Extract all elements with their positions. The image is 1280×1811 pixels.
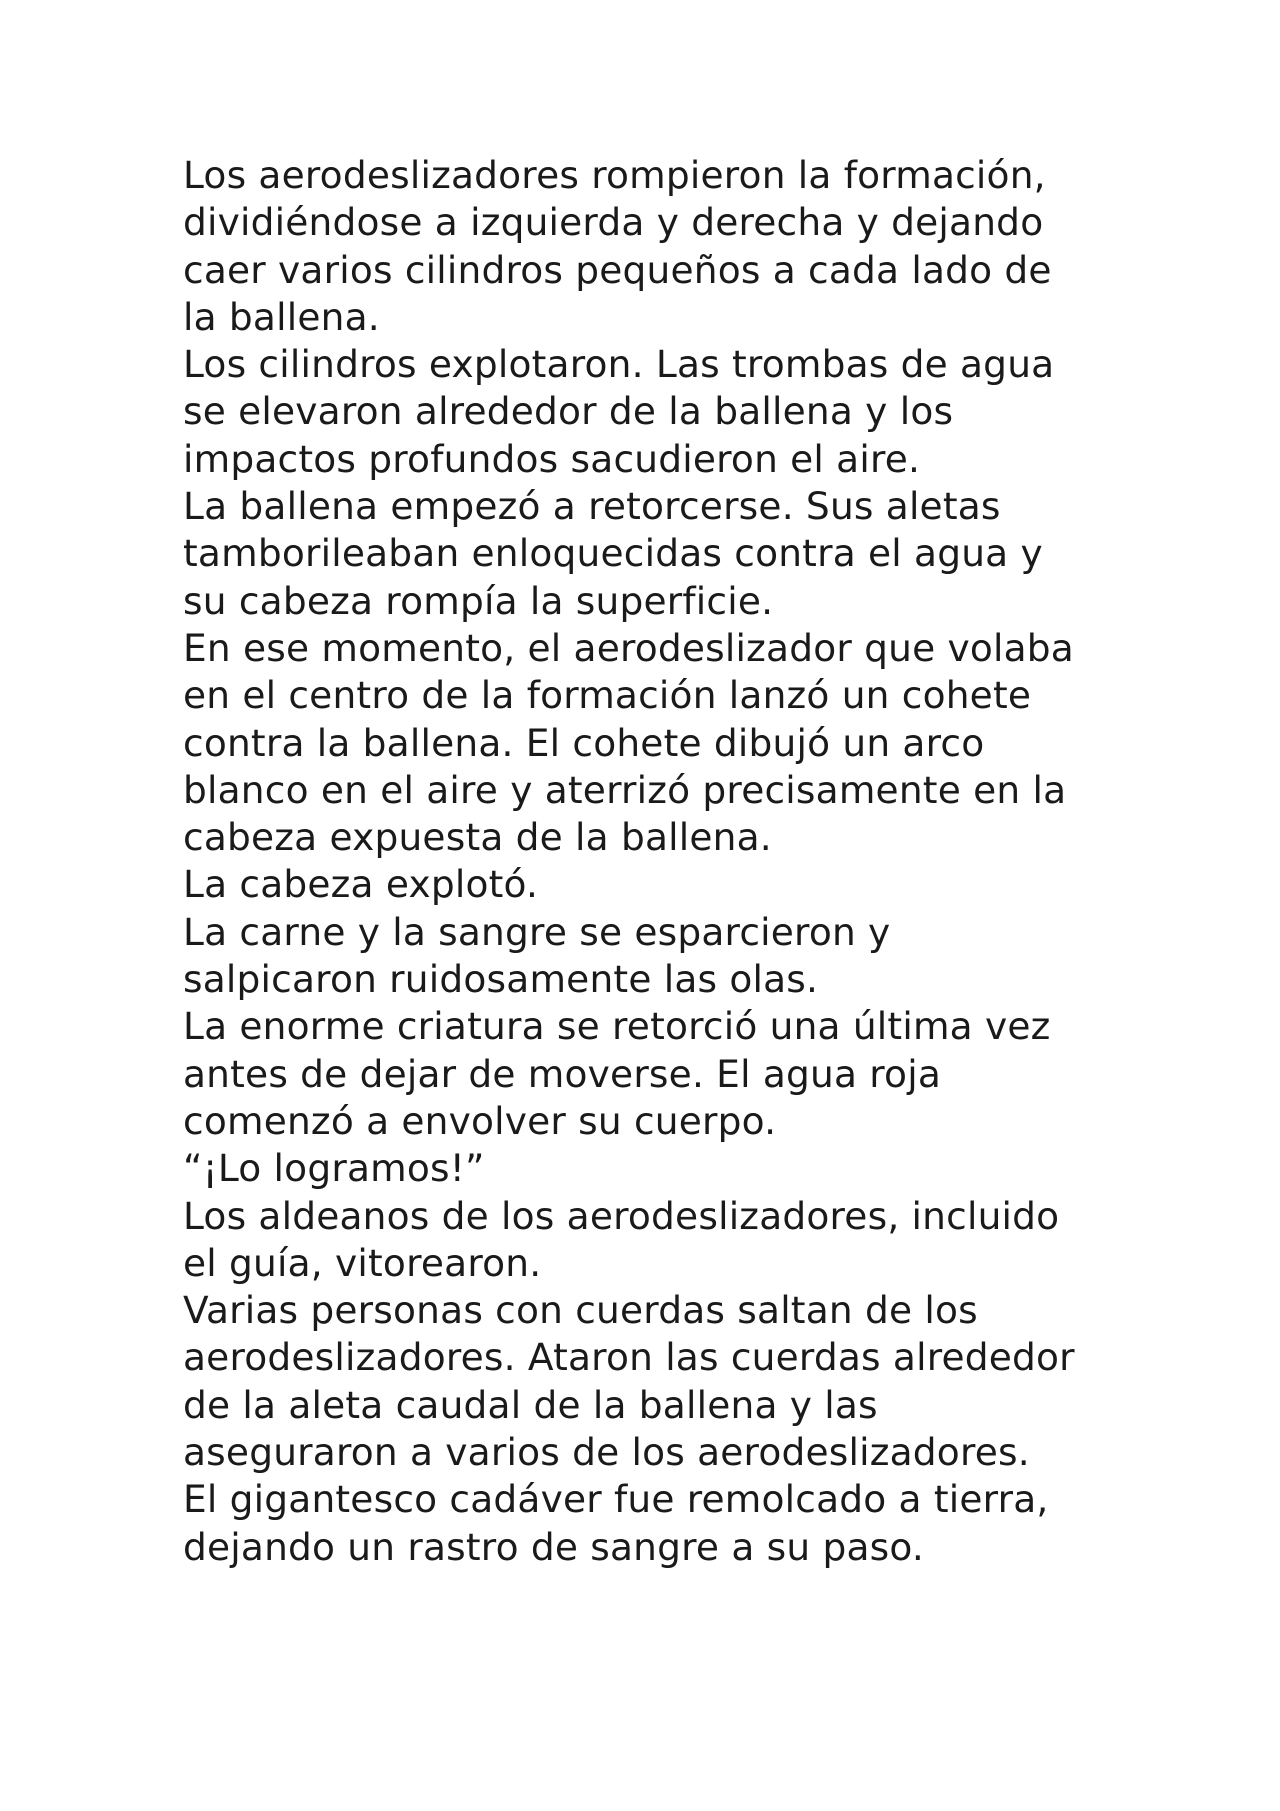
text-line: su cabeza rompía la superficie. [183,578,774,623]
text-line: comenzó a envolver su cuerpo. [183,1098,777,1143]
text-line: caer varios cilindros pequeños a cada lado de [183,247,1052,292]
text-line: Los aerodeslizadores rompieron la formación, [183,153,1046,197]
text-line: La ballena empezó a retorcerse. Sus aletas [183,484,1001,529]
text-line: Los cilindros explotaron. Las trombas de agua [183,342,1055,387]
text-line: El gigantesco cadáver fue remolcado a tierra, [183,1477,1049,1522]
text-line: impactos profundos sacudieron el aire. [183,436,921,481]
text-line: se elevaron alrededor de la ballena y los [183,389,954,434]
text-line: aerodeslizadores. Ataron las cuerdas alrededor [183,1335,1075,1380]
text-line: de la aleta caudal de la ballena y las [183,1382,878,1427]
text-line: Varias personas con cuerdas saltan de los [183,1288,978,1333]
text-line: el guía, vitorearon. [183,1240,542,1285]
text-line: contra la ballena. El cohete dibujó un arco [183,720,985,765]
body-text [183,152,1143,1571]
text-line: La enorme criatura se retorció una última vez [183,1004,1051,1049]
text-line: blanco en el aire y aterrizó precisamente en la [183,767,1067,812]
text-line: dejando un rastro de sangre a su paso. [183,1524,924,1569]
text-line: tamborileaban enloquecidas contra el agua y [183,531,1043,576]
text-line: aseguraron a varios de los aerodeslizadores. [183,1430,1030,1475]
text-line: salpicaron ruidosamente las olas. [183,957,819,1002]
text-line: La cabeza explotó. [183,862,539,907]
text-line: La carne y la sangre se esparcieron y [183,909,891,954]
text-line: “¡Lo logramos!” [183,1146,485,1191]
text-line: En ese momento, el aerodeslizador que volaba [183,625,1074,670]
text-line: cabeza expuesta de la ballena. [183,815,772,860]
text-line: Los aldeanos de los aerodeslizadores, incluido [183,1193,1060,1238]
text-line: en el centro de la formación lanzó un cohete [183,673,1032,718]
text-line: la ballena. [183,294,380,339]
text-line: antes de dejar de moverse. El agua roja [183,1051,942,1096]
text-line: dividiéndose a izquierda y derecha y dejando [183,200,1044,245]
